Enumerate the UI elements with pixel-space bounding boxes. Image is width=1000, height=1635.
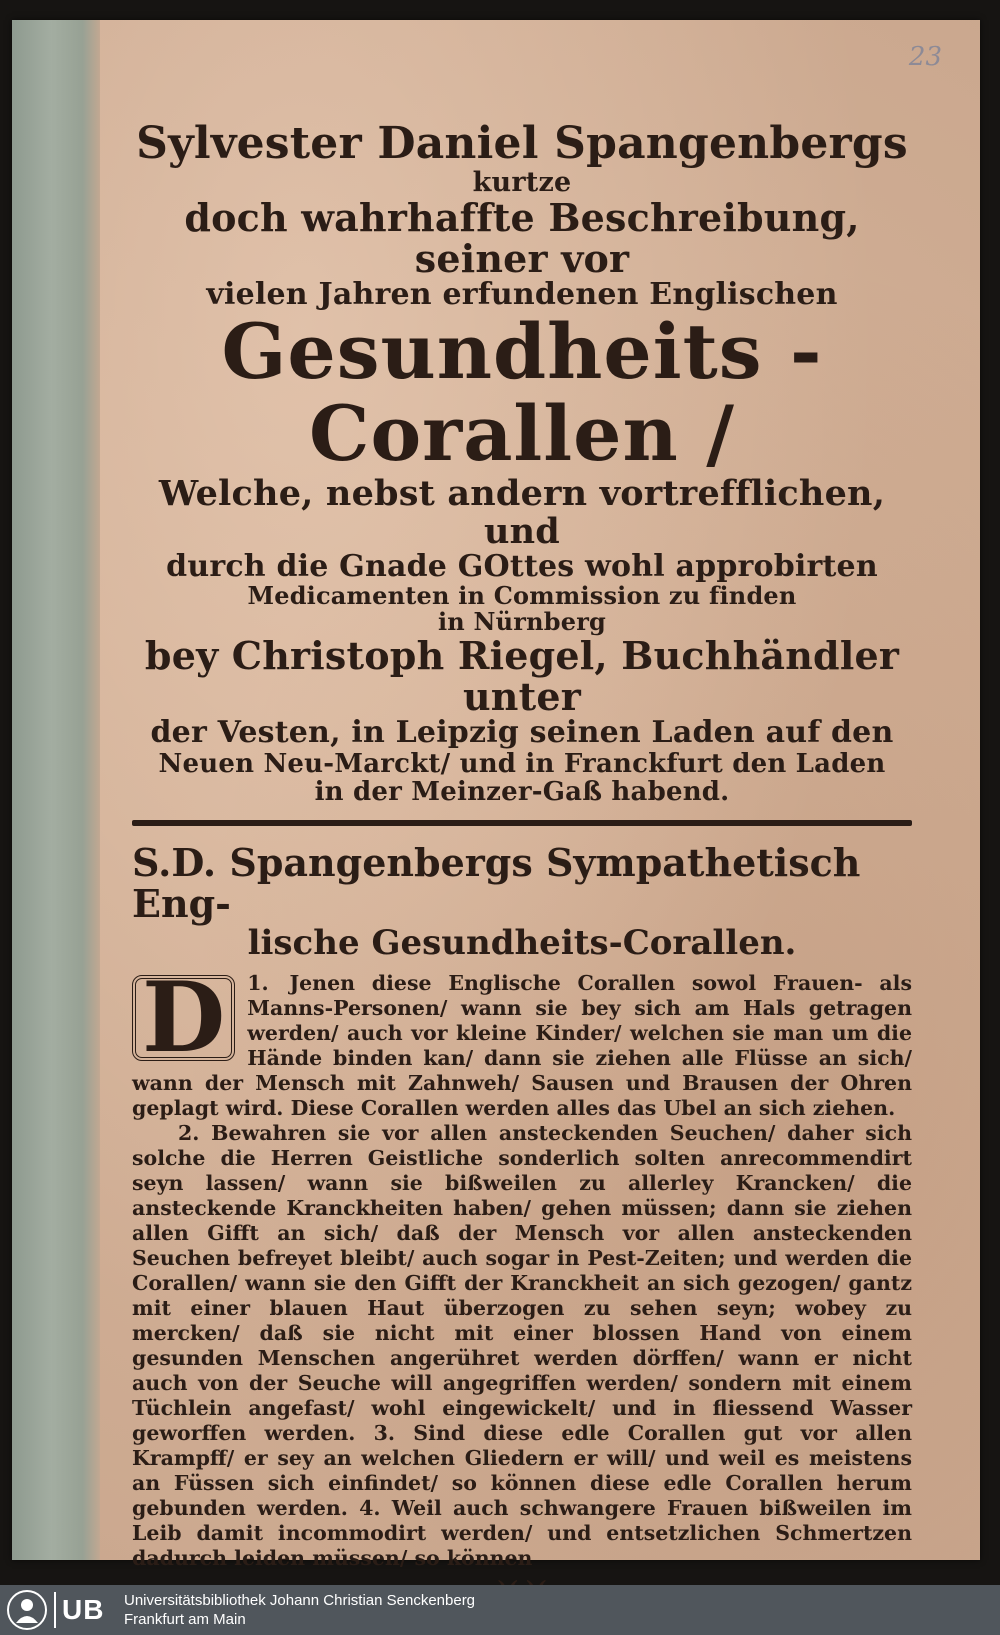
title-line12b: in der Meinzer-Gaß habend.: [314, 776, 730, 807]
title-line10: bey Christoph Riegel, Buchhändler unter: [144, 633, 900, 720]
senckenberg-portrait-icon: [6, 1589, 48, 1631]
paragraph-2: 2. Bewahren sie vor allen ansteckenden Seuchen/ daher sich solche die Herren Geistliche sonderlich solten anrecommendirt seyn lassen/ wann sie bißweilen zu allerley Krancken/ die ansteckende Kranckheiten haben/ gehen müssen; dann sie ziehen allen Gifft an sich/ daß der Mensch vor allen ansteckenden Seuchen befreyet bleibt/ auch sogar in Pest-Zeiten; und werden die Corallen/ wann sie den Gifft der Kranckheit an sich gezogen/ gantz mit einer blauen Haut überzogen zu sehen seyn; wobey zu mercken/ daß sie nicht mit einer blossen Hand von einem gesunden Menschen angerühret werden dörffen/ wann er nicht auch von der Seuche will angegriffen werden/ sondern mit einem Tüchlein angefast/ wohl eingewickelt/ und in fliessend Wasser geworffen werden. 3. Sind diese edle Corallen gut vor allen Krampff/ er sey an welchen Gliedern er will/ und weil es meistens an Füssen sich einfindet/ so können diese edle Corallen herum gebunden werden. 4. Weil auch schwangere Frauen bißweilen im Leib damit incommodirt werden/ und entsetzlichen Schmertzen dadurch leiden müssen/ so können: [132, 1120, 912, 1570]
logo-text: UB: [54, 1592, 104, 1628]
library-name: [124, 1591, 475, 1629]
section-heading-line2: lische Gesundheits-Corallen.: [247, 923, 797, 964]
horizontal-rule: [132, 820, 912, 826]
title-line7: durch die Gnade GOttes wohl approbirten: [166, 548, 878, 584]
title-line11: der Vesten, in Leipzig seinen Laden auf den: [150, 715, 894, 751]
library-name-line2: Frankfurt am Main: [124, 1611, 246, 1628]
paragraph-1-text: Jenen diese Englische Corallen sowol Frauen- als Manns-Personen/ wann sie bey sich am Hals getragen werden/ auch vor kleine Kinder/ welchen sie man um die Hände binden kan/ dann sie ziehen alle Flüsse an sich/ wann der Mensch mit Zahnweh/ Sausen und Brausen der Ohren geplagt wird. Diese Corallen werden alles das Ubel an sich ziehen.: [132, 970, 912, 1120]
title-kurtze: kurtze: [472, 166, 572, 198]
page-content: [132, 120, 912, 1611]
title-author: Sylvester Daniel Spangenbergs: [136, 118, 908, 169]
title-line6: Welche, nebst andern vortrefflichen, und: [158, 473, 886, 553]
paragraph-1: [132, 960, 912, 1121]
title-line3: doch wahrhaffte Beschreibung, seiner vor: [184, 194, 860, 281]
drop-cap-initial: D: [132, 975, 235, 1062]
page-number-mark: 23: [908, 42, 942, 72]
section-heading-line1: S.D. Spangenbergs Sympathetisch Eng-: [132, 839, 861, 927]
title-line8: Medicamenten in Commission zu finden: [247, 581, 797, 611]
library-footer-bar: [0, 1585, 1000, 1635]
title-line4: vielen Jahren erfundenen Englischen: [206, 276, 838, 312]
body-text: [132, 960, 912, 1571]
title-line9: in Nürnberg: [437, 607, 607, 637]
library-logo[interactable]: [0, 1585, 118, 1635]
scanned-page: [12, 20, 980, 1570]
title-line12a: Neuen Neu-Marckt/ und in Franckfurt den Laden: [158, 748, 886, 779]
binding-strip: [12, 20, 100, 1560]
item-number-1: 1.: [247, 970, 269, 995]
title-main: Gesundheits - Corallen /: [221, 307, 823, 479]
library-name-line1: Universitätsbibliothek Johann Christian Senckenberg: [124, 1592, 476, 1609]
